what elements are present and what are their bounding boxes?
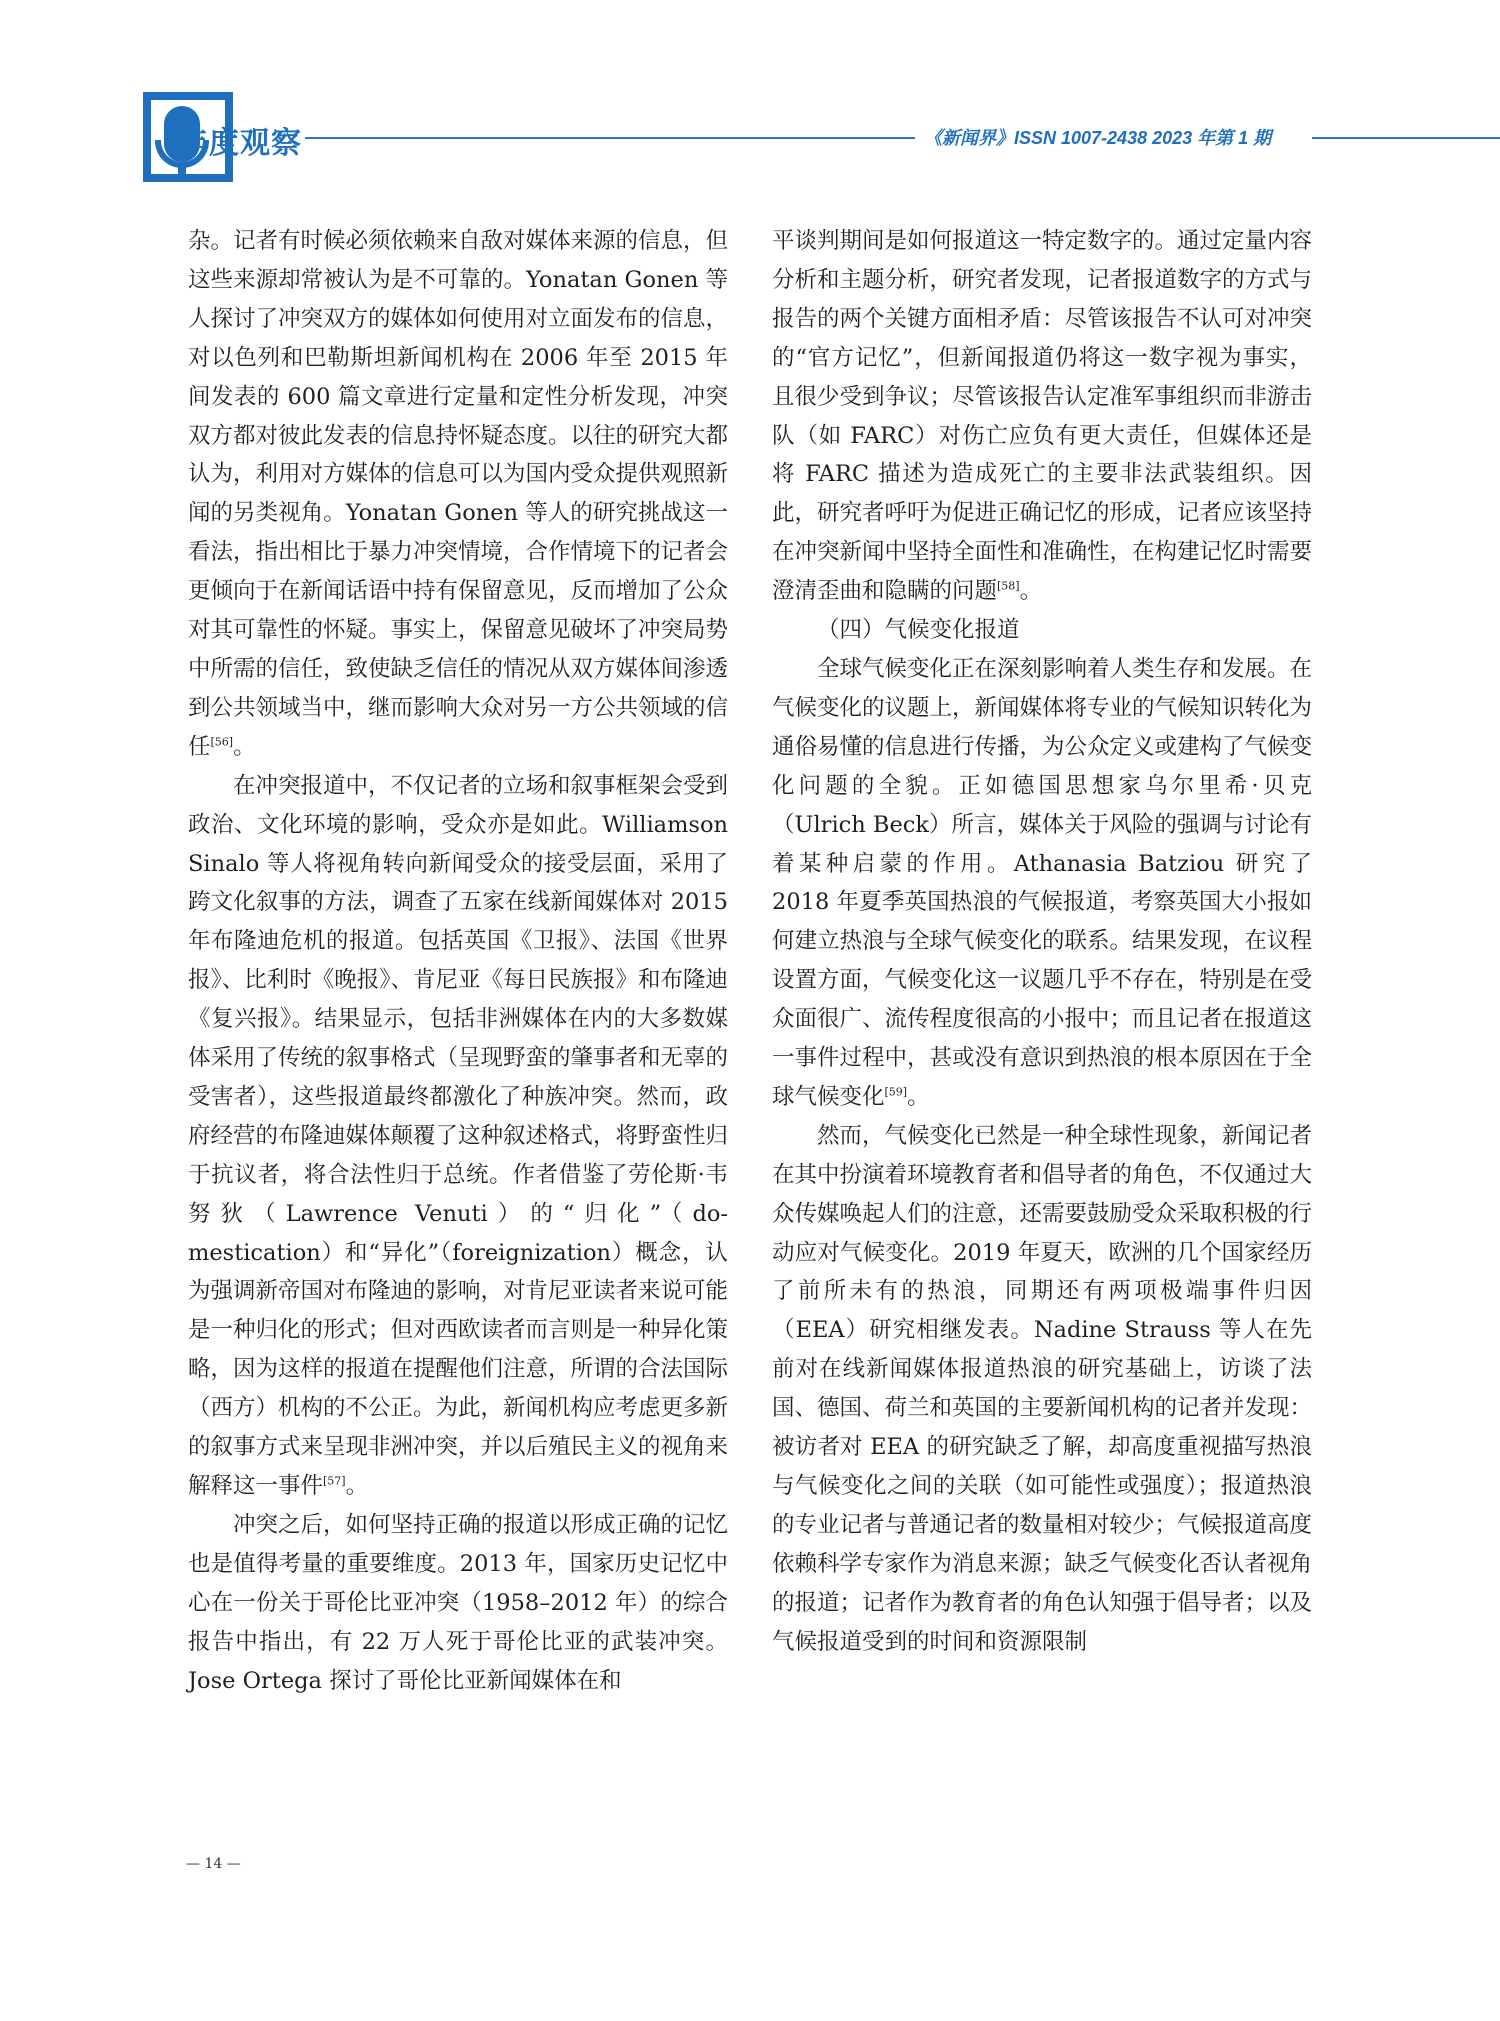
left-column xyxy=(188,222,728,1700)
paragraph xyxy=(188,222,728,767)
section-title: 年度观察 xyxy=(178,126,302,161)
paragraph-text: （四）气候变化报道 xyxy=(817,617,1020,644)
citation-ref: [57] xyxy=(323,1474,346,1488)
paragraph-text: 杂。记者有时候必须依赖来自敌对媒体来源的信息，但这些来源却常被认为是不可靠的。Yonatan Gonen 等人探讨了冲突双方的媒体如何使用对立面发布的信息，对以色列和巴勒斯坦新闻机构在 2006 年至 2015 年间发表的 600 篇文章进行定量和定性分析发现，冲突双方都对彼此发表的信息持怀疑态度。以往的研究大都认为，利用对方媒体的信息可以为国内受众提供观照新闻的另类视角。Yonatan Gonen 等人的研究挑战这一看法，指出相比于暴力冲突情境，合作情境下的记者会更倾向于在新闻话语中持有保留意见，反而增加了公众对其可靠性的怀疑。事实上，保留意见破坏了冲突局势中所需的信任，致使缺乏信任的情况从双方媒体间渗透到公共领域当中，继而影响大众对另一方公共领域的信任 xyxy=(188,228,729,760)
paragraph-end-punct: 。 xyxy=(907,1083,930,1110)
paragraph xyxy=(772,650,1312,1117)
paragraph-end-punct: 。 xyxy=(233,733,256,760)
paragraph xyxy=(188,767,728,1506)
paragraph-text: 在冲突报道中，不仅记者的立场和叙事框架会受到政治、文化环境的影响，受众亦是如此。Williamson Sinalo 等人将视角转向新闻受众的接受层面，采用了跨文化叙事的方法，调查了五家在线新闻媒体对 2015 年布隆迪危机的报道。包括英国《卫报》、法国《世界报》、比利时《晚报》、肯尼亚《每日民族报》和布隆迪《复兴报》。结果显示，包括非洲媒体在内的大多数媒体采用了传统的叙事格式（呈现野蛮的肇事者和无辜的受害者），这些报道最终都激化了种族冲突。然而，政府经营的布隆迪媒体颠覆了这种叙述格式，将野蛮性归于抗议者，将合法性归于总统。作者借鉴了劳伦斯·韦努狄（Lawrence Venuti）的“归化”（do-mestication）和“异化”（foreignization）概念，认为强调新帝国对布隆迪的影响，对肯尼亚读者来说可能是一种归化的形式；但对西欧读者而言则是一种异化策略，因为这样的报道在提醒他们注意，所谓的合法国际（西方）机构的不公正。为此，新闻机构应考虑更多新的叙事方式来呈现非洲冲突，并以后殖民主义的视角来解释这一事件 xyxy=(188,772,729,1499)
journal-info: 《新闻界》ISSN 1007-2438 2023 年第 1 期 xyxy=(924,128,1272,148)
paragraph xyxy=(772,1117,1312,1662)
header-rule-right xyxy=(1312,137,1500,139)
citation-ref: [56] xyxy=(210,735,234,749)
right-column xyxy=(772,222,1312,1662)
paragraph-end-punct: 。 xyxy=(1019,578,1043,605)
paragraph-text: 冲突之后，如何坚持正确的报道以形成正确的记忆也是值得考量的重要维度。2013 年，国家历史记忆中心在一份关于哥伦比亚冲突（1958–2012 年）的综合报告中指出，有 22 万人死于哥伦比亚的武装冲突。Jose Ortega 探讨了哥伦比亚新闻媒体在和 xyxy=(188,1511,729,1694)
citation-ref: [59] xyxy=(884,1085,908,1099)
paragraph-text: 平谈判期间是如何报道这一特定数字的。通过定量内容分析和主题分析，研究者发现，记者报道数字的方式与报告的两个关键方面相矛盾：尽管该报告不认可对冲突的“官方记忆”，但新闻报道仍将这一数字视为事实，且很少受到争议；尽管该报告认定准军事组织而非游击队（如 FARC）对伤亡应负有更大责任，但媒体还是将 FARC 描述为造成死亡的主要非法武装组织。因此，研究者呼吁为促进正确记忆的形成，记者应该坚持在冲突新闻中坚持全面性和准确性，在构建记忆时需要澄清歪曲和隐瞒的问题 xyxy=(772,228,1313,605)
page-header xyxy=(0,0,1500,190)
paragraph xyxy=(772,222,1312,611)
page-number: — 14 — xyxy=(186,1856,241,1872)
header-rule-left xyxy=(305,137,915,139)
paragraph-text: 全球气候变化正在深刻影响着人类生存和发展。在气候变化的议题上，新闻媒体将专业的气候知识转化为通俗易懂的信息进行传播，为公众定义或建构了气候变化问题的全貌。正如德国思想家乌尔里希·贝克（Ulrich Beck）所言，媒体关于风险的强调与讨论有着某种启蒙的作用。Athanasia Batziou 研究了 2018 年夏季英国热浪的气候报道，考察英国大小报如何建立热浪与全球气候变化的联系。结果发现，在议程设置方面，气候变化这一议题几乎不存在，特别是在受众面很广、流传程度很高的小报中；而且记者在报道这一事件过程中，甚或没有意识到热浪的根本原因在于全球气候变化 xyxy=(772,655,1313,1110)
citation-ref: [58] xyxy=(997,579,1020,593)
paragraph xyxy=(188,1506,728,1701)
paragraph xyxy=(772,611,1312,650)
paragraph-end-punct: 。 xyxy=(345,1473,369,1499)
paragraph-text: 然而，气候变化已然是一种全球性现象，新闻记者在其中扮演着环境教育者和倡导者的角色，不仅通过大众传媒唤起人们的注意，还需要鼓励受众采取积极的行动应对气候变化。2019 年夏天，欧洲的几个国家经历了前所未有的热浪，同期还有两项极端事件归因（EEA）研究相继发表。Nadine Strauss 等人在先前对在线新闻媒体报道热浪的研究基础上，访谈了法国、德国、荷兰和英国的主要新闻机构的记者并发现：被访者对 EEA 的研究缺乏了解，却高度重视描写热浪与气候变化之间的关联（如可能性或强度）；报道热浪的专业记者与普通记者的数量相对较少；气候报道高度依赖科学专家作为消息来源；缺乏气候变化否认者视角的报道；记者作为教育者的角色认知强于倡导者；以及气候报道受到的时间和资源限制 xyxy=(772,1122,1313,1655)
microphone-icon-stem xyxy=(178,166,186,178)
